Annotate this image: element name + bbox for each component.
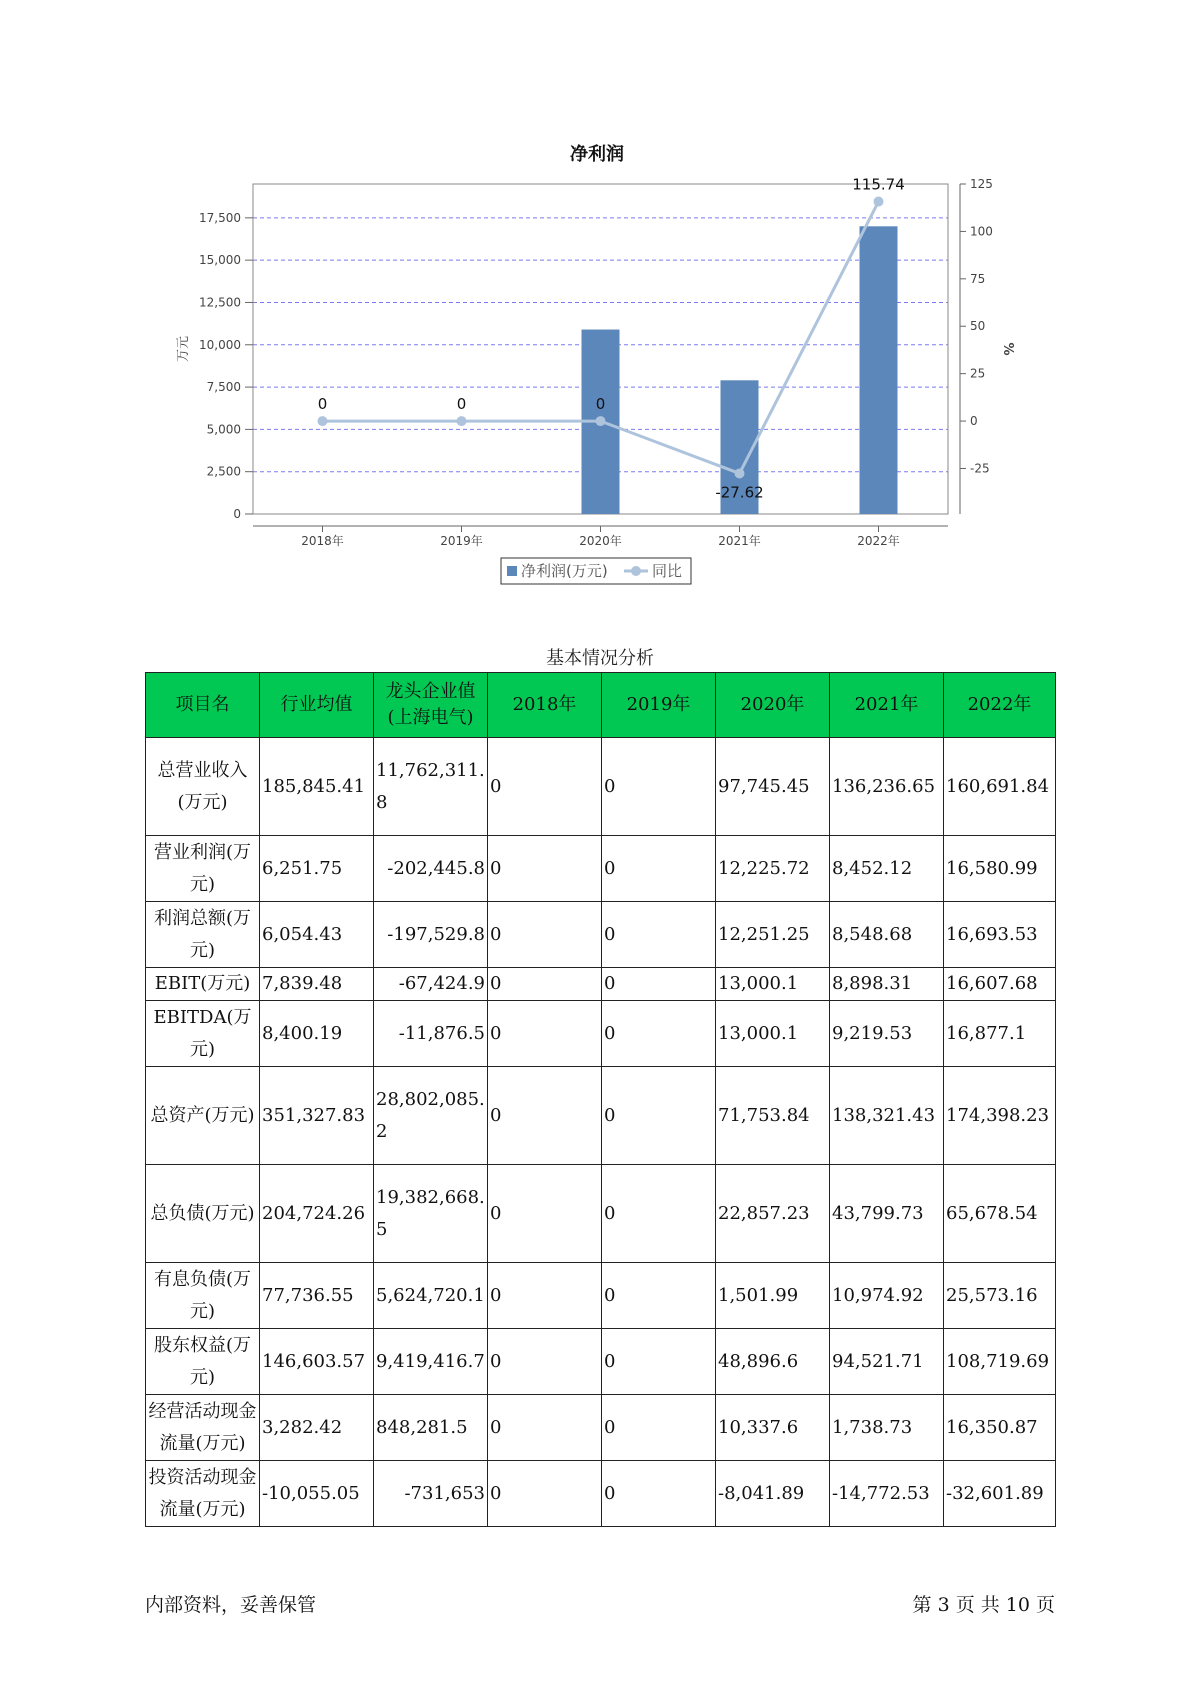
y2-tick-label: 0 bbox=[970, 414, 978, 429]
x-tick-label: 2022年 bbox=[857, 534, 900, 548]
data-label: 115.74 bbox=[852, 175, 905, 194]
header-cell: 项目名 bbox=[146, 673, 260, 738]
table-cell: 0 bbox=[602, 1165, 716, 1263]
table-cell: 1,738.73 bbox=[830, 1395, 944, 1461]
legend-swatch-bar bbox=[507, 566, 517, 576]
table-cell: 108,719.69 bbox=[944, 1329, 1056, 1395]
legend-swatch-point bbox=[631, 566, 641, 576]
row-label-cell: EBIT(万元) bbox=[146, 968, 260, 1001]
y2-tick-label: 25 bbox=[970, 366, 986, 381]
table-row bbox=[146, 968, 1056, 1001]
row-label-cell: 利润总额(万元) bbox=[146, 902, 260, 968]
table-header-row bbox=[146, 673, 1056, 738]
table-cell: -32,601.89 bbox=[944, 1461, 1056, 1527]
table-row bbox=[146, 836, 1056, 902]
legend-label: 净利润(万元) bbox=[521, 562, 608, 580]
header-cell: 龙头企业值(上海电气) bbox=[374, 673, 488, 738]
table-cell: 16,877.1 bbox=[944, 1001, 1056, 1067]
y2-tick-label: 125 bbox=[970, 177, 993, 191]
table-cell: 6,054.43 bbox=[260, 902, 374, 968]
table-cell: 0 bbox=[488, 1263, 602, 1329]
table-cell: 11,762,311.8 bbox=[374, 738, 488, 836]
table-cell: 43,799.73 bbox=[830, 1165, 944, 1263]
table-cell: 0 bbox=[602, 1395, 716, 1461]
table-cell: 8,898.31 bbox=[830, 968, 944, 1001]
table-cell: 10,974.92 bbox=[830, 1263, 944, 1329]
table-row bbox=[146, 1263, 1056, 1329]
table-cell: 351,327.83 bbox=[260, 1067, 374, 1165]
table-cell: 12,225.72 bbox=[716, 836, 830, 902]
table-row bbox=[146, 1461, 1056, 1527]
table-cell: 16,607.68 bbox=[944, 968, 1056, 1001]
table-cell: 19,382,668.5 bbox=[374, 1165, 488, 1263]
header-cell: 2020年 bbox=[716, 673, 830, 738]
table-cell: 0 bbox=[602, 968, 716, 1001]
data-label: 0 bbox=[317, 395, 328, 414]
table-cell: 0 bbox=[488, 836, 602, 902]
table-cell: 1,501.99 bbox=[716, 1263, 830, 1329]
table-cell: 94,521.71 bbox=[830, 1329, 944, 1395]
table-cell: 22,857.23 bbox=[716, 1165, 830, 1263]
table-cell: 0 bbox=[602, 1001, 716, 1067]
table-row bbox=[146, 1395, 1056, 1461]
data-label: 0 bbox=[456, 395, 467, 414]
row-label-cell: 有息负债(万元) bbox=[146, 1263, 260, 1329]
table-cell: 0 bbox=[488, 1165, 602, 1263]
table-cell: -10,055.05 bbox=[260, 1461, 374, 1527]
table-row bbox=[146, 1165, 1056, 1263]
y-tick-label: 15,000 bbox=[199, 253, 241, 268]
line-point bbox=[318, 416, 328, 426]
net-profit-chart bbox=[0, 0, 1191, 600]
table-cell: 13,000.1 bbox=[716, 1001, 830, 1067]
table-cell: 9,219.53 bbox=[830, 1001, 944, 1067]
table-cell: 77,736.55 bbox=[260, 1263, 374, 1329]
row-label-cell: 投资活动现金流量(万元) bbox=[146, 1461, 260, 1527]
table-cell: 0 bbox=[488, 1329, 602, 1395]
chart-legend bbox=[501, 558, 691, 584]
table-cell: 185,845.41 bbox=[260, 738, 374, 836]
table-cell: 65,678.54 bbox=[944, 1165, 1056, 1263]
table-cell: 0 bbox=[602, 836, 716, 902]
table-cell: 0 bbox=[602, 1329, 716, 1395]
table-cell: 0 bbox=[488, 738, 602, 836]
x-tick-label: 2020年 bbox=[579, 534, 622, 548]
line-point bbox=[457, 416, 467, 426]
table-cell: 0 bbox=[488, 902, 602, 968]
table-cell: -197,529.8 bbox=[374, 902, 488, 968]
y2-tick-label: 100 bbox=[970, 224, 993, 239]
data-label: 0 bbox=[595, 395, 606, 414]
data-label: -27.62 bbox=[715, 483, 764, 502]
y-tick-label: 0 bbox=[233, 507, 241, 521]
table-cell: 204,724.26 bbox=[260, 1165, 374, 1263]
table-cell: 12,251.25 bbox=[716, 902, 830, 968]
y-tick-label: 10,000 bbox=[199, 337, 241, 352]
header-cell: 行业均值 bbox=[260, 673, 374, 738]
table-cell: 16,350.87 bbox=[944, 1395, 1056, 1461]
table-cell: -11,876.5 bbox=[374, 1001, 488, 1067]
table-row bbox=[146, 1329, 1056, 1395]
chart-title: 净利润 bbox=[570, 144, 624, 165]
y-axis-label: 万元 bbox=[176, 335, 191, 363]
table-cell: 97,745.45 bbox=[716, 738, 830, 836]
row-label-cell: EBITDA(万元) bbox=[146, 1001, 260, 1067]
header-cell: 2019年 bbox=[602, 673, 716, 738]
x-tick-label: 2019年 bbox=[440, 534, 483, 548]
table-cell: 0 bbox=[488, 968, 602, 1001]
footer-page-number: 第 3 页 共 10 页 bbox=[912, 1594, 1055, 1616]
x-tick-label: 2018年 bbox=[301, 534, 344, 548]
table-cell: -202,445.8 bbox=[374, 836, 488, 902]
table-cell: 28,802,085.2 bbox=[374, 1067, 488, 1165]
row-label-cell: 股东权益(万元) bbox=[146, 1329, 260, 1395]
table-cell: 0 bbox=[488, 1001, 602, 1067]
table-cell: 9,419,416.7 bbox=[374, 1329, 488, 1395]
table-cell: 16,693.53 bbox=[944, 902, 1056, 968]
table-cell: 8,452.12 bbox=[830, 836, 944, 902]
row-label-cell: 经营活动现金流量(万元) bbox=[146, 1395, 260, 1461]
table-cell: 71,753.84 bbox=[716, 1067, 830, 1165]
y2-axis-label: % bbox=[1000, 342, 1015, 356]
header-cell: 2022年 bbox=[944, 673, 1056, 738]
table-cell: 174,398.23 bbox=[944, 1067, 1056, 1165]
y-tick-label: 2,500 bbox=[206, 464, 241, 479]
y-tick-label: 12,500 bbox=[199, 295, 241, 310]
y2-tick-label: 50 bbox=[970, 319, 986, 334]
table-cell: -67,424.9 bbox=[374, 968, 488, 1001]
table-cell: 848,281.5 bbox=[374, 1395, 488, 1461]
table-row bbox=[146, 1001, 1056, 1067]
table-cell: 6,251.75 bbox=[260, 836, 374, 902]
row-label-cell: 总负债(万元) bbox=[146, 1165, 260, 1263]
legend-label: 同比 bbox=[652, 562, 683, 580]
table-cell: 16,580.99 bbox=[944, 836, 1056, 902]
table-cell: -14,772.53 bbox=[830, 1461, 944, 1527]
table-cell: 48,896.6 bbox=[716, 1329, 830, 1395]
x-tick-label: 2021年 bbox=[718, 534, 761, 548]
table-cell: 146,603.57 bbox=[260, 1329, 374, 1395]
row-label-cell: 营业利润(万元) bbox=[146, 836, 260, 902]
row-label-cell: 总营业收入(万元) bbox=[146, 738, 260, 836]
bar bbox=[860, 226, 898, 514]
table-cell: 5,624,720.1 bbox=[374, 1263, 488, 1329]
table-cell: 7,839.48 bbox=[260, 968, 374, 1001]
header-cell: 2018年 bbox=[488, 673, 602, 738]
table-cell: 8,548.68 bbox=[830, 902, 944, 968]
y-tick-label: 17,500 bbox=[199, 210, 241, 225]
y2-tick-label: 75 bbox=[970, 271, 986, 286]
table-cell: -8,041.89 bbox=[716, 1461, 830, 1527]
table-cell: 0 bbox=[602, 1263, 716, 1329]
table-cell: 0 bbox=[602, 902, 716, 968]
header-cell: 2021年 bbox=[830, 673, 944, 738]
table-cell: 160,691.84 bbox=[944, 738, 1056, 836]
y-tick-label: 5,000 bbox=[206, 422, 241, 437]
table-body bbox=[146, 738, 1056, 1527]
table-cell: -731,653 bbox=[374, 1461, 488, 1527]
table-cell: 0 bbox=[488, 1461, 602, 1527]
table-cell: 0 bbox=[602, 1461, 716, 1527]
table-cell: 0 bbox=[602, 1067, 716, 1165]
table-caption: 基本情况分析 bbox=[546, 648, 654, 669]
footer-confidential-note: 内部资料，妥善保管 bbox=[145, 1594, 317, 1616]
table-cell: 0 bbox=[488, 1067, 602, 1165]
table-row bbox=[146, 902, 1056, 968]
table-cell: 0 bbox=[602, 738, 716, 836]
table-cell: 13,000.1 bbox=[716, 968, 830, 1001]
table-row bbox=[146, 738, 1056, 836]
table-cell: 3,282.42 bbox=[260, 1395, 374, 1461]
line-point bbox=[596, 416, 606, 426]
y-tick-label: 7,500 bbox=[206, 380, 241, 395]
table-cell: 136,236.65 bbox=[830, 738, 944, 836]
table-cell: 10,337.6 bbox=[716, 1395, 830, 1461]
table-cell: 8,400.19 bbox=[260, 1001, 374, 1067]
table-cell: 138,321.43 bbox=[830, 1067, 944, 1165]
row-label-cell: 总资产(万元) bbox=[146, 1067, 260, 1165]
analysis-table bbox=[145, 672, 1056, 1527]
line-point bbox=[874, 197, 884, 207]
table-cell: 0 bbox=[488, 1395, 602, 1461]
table-row bbox=[146, 1067, 1056, 1165]
table-cell: 25,573.16 bbox=[944, 1263, 1056, 1329]
line-point bbox=[735, 468, 745, 478]
y2-tick-label: -25 bbox=[970, 461, 990, 476]
